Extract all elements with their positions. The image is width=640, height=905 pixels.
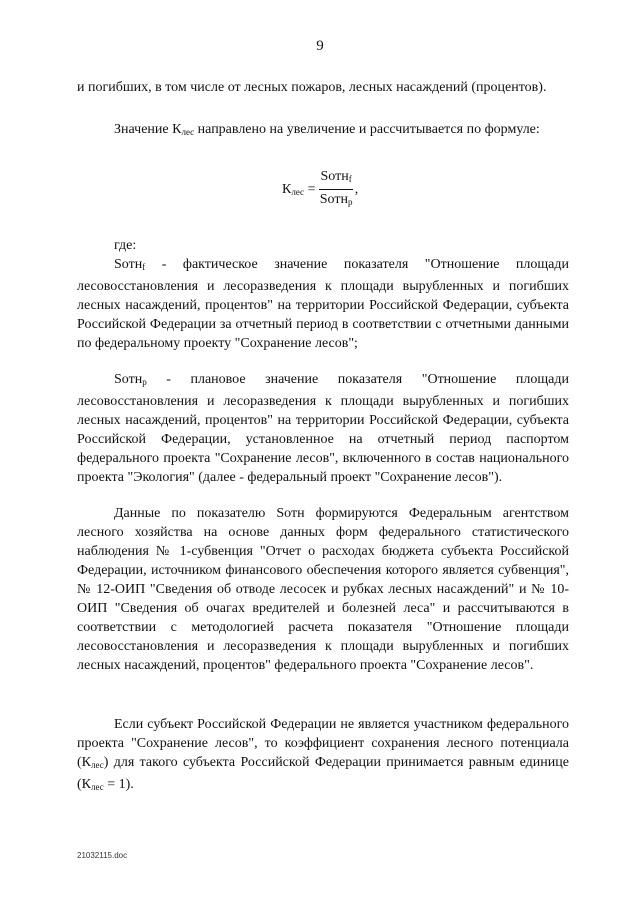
footer-filename: 21032115.doc	[77, 851, 128, 860]
paragraph-text: Данные по показателю Sотн формируются Федеральным агентством лесного хозяйства на основе данных форм федерального статистического наблюдения № 1-субвенция "Отчет о расходах бюджета субъекта Российской Федерации, источником финансового обеспечения которого является субвенция", № 12-ОИП "Сведения об отводе лесосек и рубках лесных насаждений" и № 10-ОИП "Сведения об очагах вредителей и болезней леса" и рассчитываются в соответствии с методологией расчета показателя "Отношение площади лесовосстановления и лесоразведения к площади вырубленных и погибших лесных насаждений, процентов" федерального проекта "Сохранение лесов".	[77, 506, 569, 673]
paragraph-continuation	[77, 78, 569, 97]
paragraph-value	[77, 120, 569, 142]
paragraph-text: Sотн$_p$ - плановое значение показателя "Отношение площади лесовосстановления и лесоразведения к площади вырубленных и погибших лесных насаждений, процентов" на территории Российской Федерации, субъекта Российской Федерации, установленное на отчетный период паспортом федерального проекта "Сохранение лесов", включенного в состав национального проекта "Экология" (далее - федеральный проект "Сохранение лесов").	[77, 372, 569, 485]
where-label: где:	[114, 238, 137, 253]
paragraph-text: Если субъект Российской Федерации не является участником федерального проекта "Сохранение лесов", то коэффициент сохранения лесного потенциала $(К_{лес})$ для такого субъекта Российской Федерации принимается равным единице $(К_{лес} = 1)$.	[77, 717, 569, 792]
formula	[282, 168, 358, 211]
definition-actual	[77, 255, 569, 353]
formula-numerator: Sотн$_f$	[319, 168, 352, 190]
paragraph-text: Sотн$_f$ - фактическое значение показателя "Отношение площади лесовосстановления и лесоразведения к площади вырубленных и погибших лесных насаждений, процентов" на территории Российской Федерации, субъекта Российской Федерации за отчетный период в соответствии с отчетными данными по федеральному проекту "Сохранение лесов";	[77, 257, 569, 351]
paragraph-non-participant	[77, 715, 569, 797]
page-number: 9	[316, 38, 324, 54]
where-label-block	[77, 236, 569, 255]
definition-planned	[77, 370, 569, 487]
formula-tail: ,	[354, 181, 359, 197]
formula-lhs: $К_{лес}$ =	[282, 181, 316, 197]
formula-denominator: Sотн$_p$	[319, 192, 353, 207]
paragraph-data-sources	[77, 504, 569, 675]
paragraph-text: и погибших, в том числе от лесных пожаров, лесных насаждений (процентов).	[77, 80, 547, 95]
formula-fraction	[319, 168, 352, 211]
paragraph-text: Значение $К_{лес}$ направлено на увеличение и рассчитывается по формуле:	[114, 122, 540, 137]
